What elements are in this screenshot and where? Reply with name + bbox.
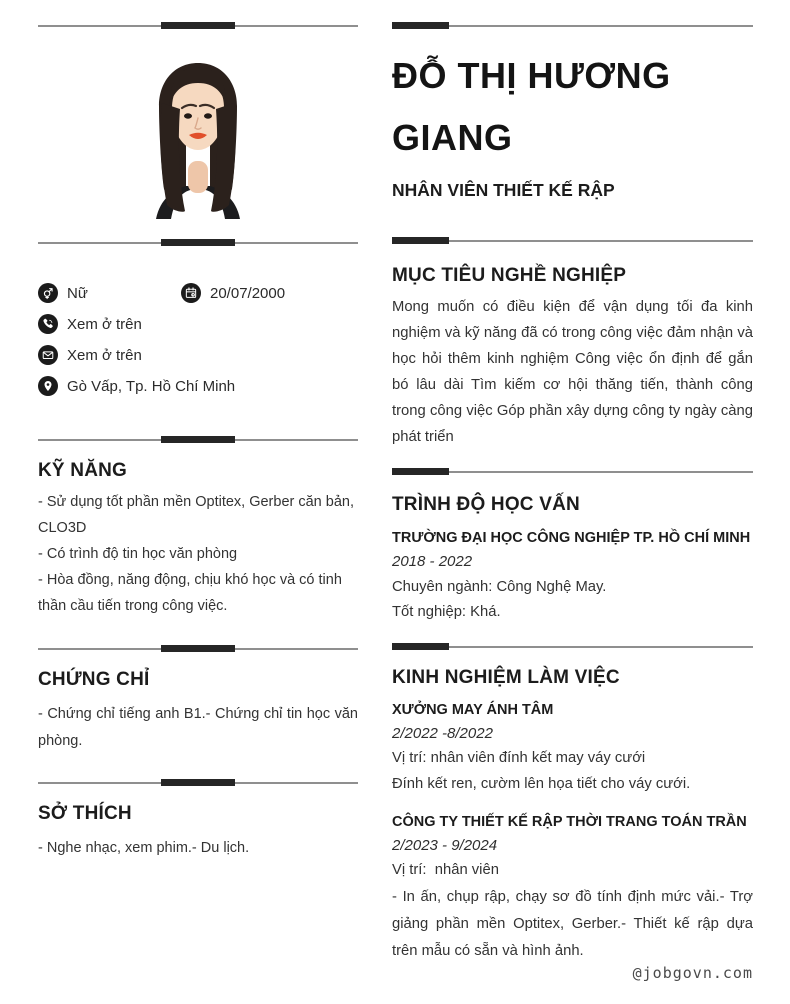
education-section-title: TRÌNH ĐỘ HỌC VẤN bbox=[392, 494, 580, 515]
objective-section-title: MỤC TIÊU NGHỀ NGHIỆP bbox=[392, 265, 627, 286]
skill-item: - Sử dụng tốt phần mền Optitex, Gerber căn bản, CLO3D bbox=[38, 494, 354, 536]
education-school: TRƯỜNG ĐẠI HỌC CÔNG NGHIỆP TP. HỒ CHÍ MINH bbox=[392, 530, 751, 546]
education-grade: Tốt nghiệp: Khá. bbox=[392, 604, 501, 620]
contact-address-value: Gò Vấp, Tp. Hồ Chí Minh bbox=[67, 377, 236, 395]
hobbies-section-title: SỞ THÍCH bbox=[38, 803, 132, 824]
divider bbox=[38, 779, 358, 786]
contact-phone-value: Xem ở trên bbox=[67, 315, 142, 333]
job-position: Vị trí: nhân viên đính kết may váy cưới bbox=[392, 750, 646, 766]
email-icon bbox=[38, 345, 58, 365]
skill-item: - Có trình độ tin học văn phòng bbox=[38, 546, 238, 562]
phone-icon bbox=[38, 314, 58, 334]
experience-job bbox=[392, 700, 753, 794]
job-position: Vị trí: nhân viên bbox=[392, 862, 499, 878]
job-company: XƯỞNG MAY ÁNH TÂM bbox=[392, 702, 554, 718]
experience-job bbox=[392, 812, 753, 965]
contact-email-value: Xem ở trên bbox=[67, 346, 142, 364]
objective-text: Mong muốn có điều kiện để vận dụng tối đa kinh nghiệm và kỹ năng đã có trong công việc đảm nhận và học hỏi thêm kinh nghiệm Công việc ổn định để gắn bó lâu dài Tìm kiếm cơ hội thăng tiến, thành công trong công việc Góp phần xây dựng công ty ngày càng phát triển bbox=[392, 299, 753, 445]
contact-gender-value: Nữ bbox=[67, 284, 88, 302]
education-period: 2018 - 2022 bbox=[392, 553, 473, 570]
calendar-icon bbox=[181, 283, 201, 303]
divider bbox=[38, 239, 358, 246]
experience-section-title: KINH NGHIỆM LÀM VIỆC bbox=[392, 667, 620, 688]
left-column bbox=[38, 22, 358, 862]
contact-birthday bbox=[181, 283, 358, 303]
job-period: 2/2023 - 9/2024 bbox=[392, 837, 498, 854]
job-period: 2/2022 -8/2022 bbox=[392, 725, 493, 742]
divider bbox=[38, 436, 358, 443]
skills-list bbox=[38, 489, 358, 619]
candidate-job-title: NHÂN VIÊN THIẾT KẾ RẬP bbox=[392, 180, 615, 200]
contact-email bbox=[38, 345, 358, 365]
candidate-name: ĐỖ THỊ HƯƠNG GIANG bbox=[392, 55, 671, 158]
contact-row-top bbox=[38, 283, 358, 314]
location-icon bbox=[38, 376, 58, 396]
education-major: Chuyên ngành: Công Nghệ May. bbox=[392, 579, 607, 595]
watermark: @jobgovn.com bbox=[632, 964, 753, 982]
contact-info bbox=[38, 283, 358, 396]
certificates-text: - Chứng chỉ tiếng anh B1.- Chứng chỉ tin học văn phòng. bbox=[38, 706, 358, 749]
divider bbox=[392, 643, 753, 650]
divider bbox=[392, 468, 753, 475]
divider bbox=[38, 645, 358, 652]
job-detail: - In ấn, chụp rập, chạy sơ đồ tính định mức vải.- Trợ giảng phần mền Optitex, Gerber.- Thiết kế rập dựa trên mẫu có sẵn và hình ảnh. bbox=[392, 889, 753, 959]
divider bbox=[38, 22, 358, 29]
contact-address bbox=[38, 376, 358, 396]
profile-photo bbox=[38, 57, 358, 219]
portrait-illustration bbox=[138, 57, 258, 219]
contact-phone bbox=[38, 314, 358, 334]
skill-item: - Hòa đồng, năng động, chịu khó học và có tinh thần cầu tiến trong công việc. bbox=[38, 572, 342, 614]
hobbies-text: - Nghe nhạc, xem phim.- Du lịch. bbox=[38, 840, 250, 856]
divider bbox=[392, 237, 753, 244]
contact-birthday-value: 20/07/2000 bbox=[210, 284, 286, 302]
job-detail: Đính kết ren, cườm lên họa tiết cho váy cưới. bbox=[392, 776, 691, 792]
contact-gender bbox=[38, 283, 181, 303]
skills-section-title: KỸ NĂNG bbox=[38, 460, 128, 481]
gender-icon bbox=[38, 283, 58, 303]
certificates-section-title: CHỨNG CHỈ bbox=[38, 669, 150, 690]
job-company: CÔNG TY THIẾT KẾ RẬP THỜI TRANG TOÁN TRẦN bbox=[392, 814, 747, 830]
right-column bbox=[392, 22, 753, 965]
divider bbox=[392, 22, 753, 29]
